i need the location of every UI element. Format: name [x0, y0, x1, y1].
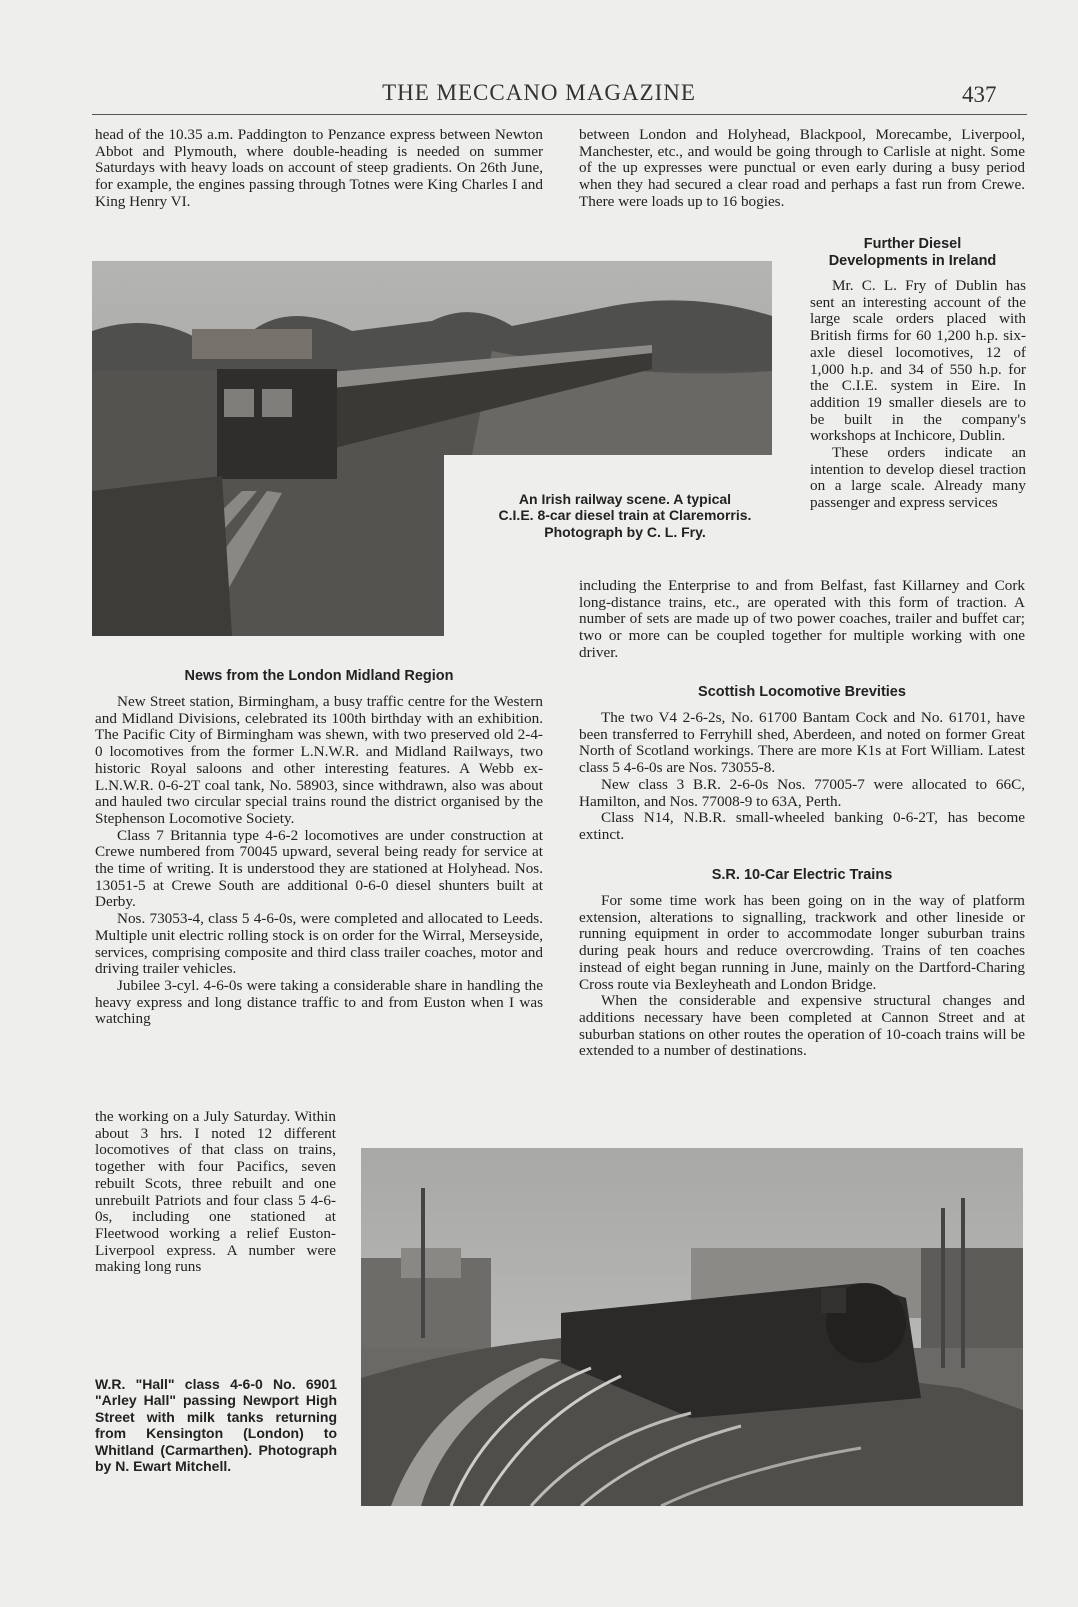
col1-top-paragraph: head of the 10.35 a.m. Paddington to Penzance express between Newton Abbot and Plymouth, where double-heading is needed on summer Saturdays with heavy loads on account of steep gradients. On 26th June, for example, the engines passing through Totnes were King Charles I and King Henry VI.: [95, 126, 543, 210]
irish-diesel-heading: [800, 236, 1025, 270]
lmr-heading: News from the London Midland Region: [184, 668, 454, 684]
heading-line: Developments in Ireland: [828, 253, 997, 269]
lmr-text: [95, 694, 543, 1028]
article-paragraph: Mr. C. L. Fry of Dublin has sent an interesting account of the large scale orders placed with British firms for 60 1,200 h.p. six-axle diesel locomotives, 12 of 1,000 h.p. and 34 of 550 h.p. for the C.I.E. system in Eire. In addition 19 smaller diesels are to be built in the company's workshops at Inchicore, Dublin.: [810, 277, 1026, 445]
article-paragraph: Jubilee 3-cyl. 4-6-0s were taking a considerable share in handling the heavy express and long distance traffic to and from Euston when I was watching: [95, 976, 543, 1028]
gwr-photo-caption: W.R. "Hall" class 4-6-0 No. 6901 "Arley Hall" passing Newport High Street with milk tanks returning from Kensington (London) to Whitland (Carmarthen). Photograph by N. Ewart Mitchell.: [95, 1376, 337, 1475]
gwr-hall-photo: [361, 1148, 1023, 1506]
article-paragraph: the working on a July Saturday. Within about 3 hrs. I noted 12 different locomotives of that class on trains, together with four Pacifics, seven rebuilt Scots, three rebuilt and one unrebuilt Patriots and four class 5 4-6-0s, including one stationed at Fleetwood working a relief Euston-Liverpool express. A number were making long runs: [95, 1108, 336, 1276]
article-paragraph: Class N14, N.B.R. small-wheeled banking 0-6-2T, has become extinct.: [579, 809, 1025, 843]
scottish-heading: Scottish Locomotive Brevities: [698, 684, 906, 700]
page-number: 437: [962, 82, 997, 107]
col1-top-text: [95, 127, 543, 211]
article-paragraph: For some time work has been going on in the way of platform extension, alterations to signalling, trackwork and other lineside or running equipment in order to accommodate longer suburban trains during peak hours and reduce overcrowding. Trains of ten coaches instead of eight began running in June, mainly on the Dartford-Charing Cross route via Bexleyheath and London Bridge.: [579, 892, 1025, 993]
header-rule: [92, 114, 1027, 115]
col2-top-paragraph: between London and Holyhead, Blackpool, Morecambe, Liverpool, Manchester, etc., and would be going through to Carlisle at night. Some of the up expresses were punctual or even early during a busy period when they had secured a clear road and perhaps a fast run from Crewe. There were loads up to 16 bogies.: [579, 126, 1025, 210]
irish-diesel-text: [810, 278, 1026, 512]
article-paragraph: These orders indicate an intention to develop diesel traction on a large scale. Already many passenger and express services: [810, 444, 1026, 512]
sr-text: [579, 893, 1025, 1060]
article-paragraph: New Street station, Birmingham, a busy traffic centre for the Western and Midland Divisions, celebrated its 100th birthday with an exhibition. The Pacific City of Birmingham was shewn, with two preserved old 2-4-0 locomotives from the former L.N.W.R. and Midland Railways, two historic Royal saloons and other interesting features. A Webb ex-L.N.W.R. 0-6-2T coal tank, No. 58903, since withdrawn, also was about and hauled two circular special trains round the district organised by the Stephenson Locomotive Society.: [95, 693, 543, 827]
article-paragraph: Class 7 Britannia type 4-6-2 locomotives are under construction at Crewe numbered from 70045 upward, several being ready for service at the time of writing. It is understood they are stationed at Holyhead. Nos. 13051-5 at Crewe South are additional 0-6-0 diesel shunters built at Derby.: [95, 826, 543, 911]
caption-line: C.I.E. 8-car diesel train at Claremorris.: [498, 507, 752, 524]
caption-line: Photograph by C. L. Fry.: [544, 523, 706, 540]
sr-heading: S.R. 10-Car Electric Trains: [711, 867, 893, 883]
caption-line: An Irish railway scene. A typical: [518, 491, 732, 507]
heading-line: Further Diesel: [863, 236, 962, 252]
scottish-text: [579, 710, 1025, 844]
col2-top-text: [579, 127, 1025, 211]
article-paragraph: The two V4 2-6-2s, No. 61700 Bantam Cock and No. 61701, have been transferred to Ferryhill shed, Aberdeen, and noted on former Great North of Scotland workings. There are more K1s at Fort William. Latest class 5 4-6-0s are Nos. 73055-8.: [579, 709, 1025, 777]
magazine-title: THE MECCANO MAGAZINE: [382, 80, 696, 105]
article-paragraph: Nos. 73053-4, class 5 4-6-0s, were completed and allocated to Leeds. Multiple unit electric rolling stock is on order for the Wirral, Merseyside, services, comprising composite and third class trailer coaches, motor and driving trailer vehicles.: [95, 910, 543, 978]
lmr-text-narrow: [95, 1109, 336, 1276]
irish-diesel-text-continued: [579, 578, 1025, 662]
article-paragraph: New class 3 B.R. 2-6-0s Nos. 77005-7 were allocated to 66C, Hamilton, and Nos. 77008-9 to 63A, Perth.: [579, 775, 1025, 810]
article-paragraph: When the considerable and expensive structural changes and additions necessary have been completed at Cannon Street and at suburban stations on other routes the operation of 10-coach trains will be extended to a number of destinations.: [579, 992, 1025, 1060]
article-paragraph: including the Enterprise to and from Belfast, fast Killarney and Cork long-distance trains, etc., are operated with this form of traction. A number of sets are made up of two power coaches, trailer and buffet car; two or more can be coupled together for multiple working with one driver.: [579, 577, 1025, 661]
irish-photo-caption: [470, 491, 780, 540]
